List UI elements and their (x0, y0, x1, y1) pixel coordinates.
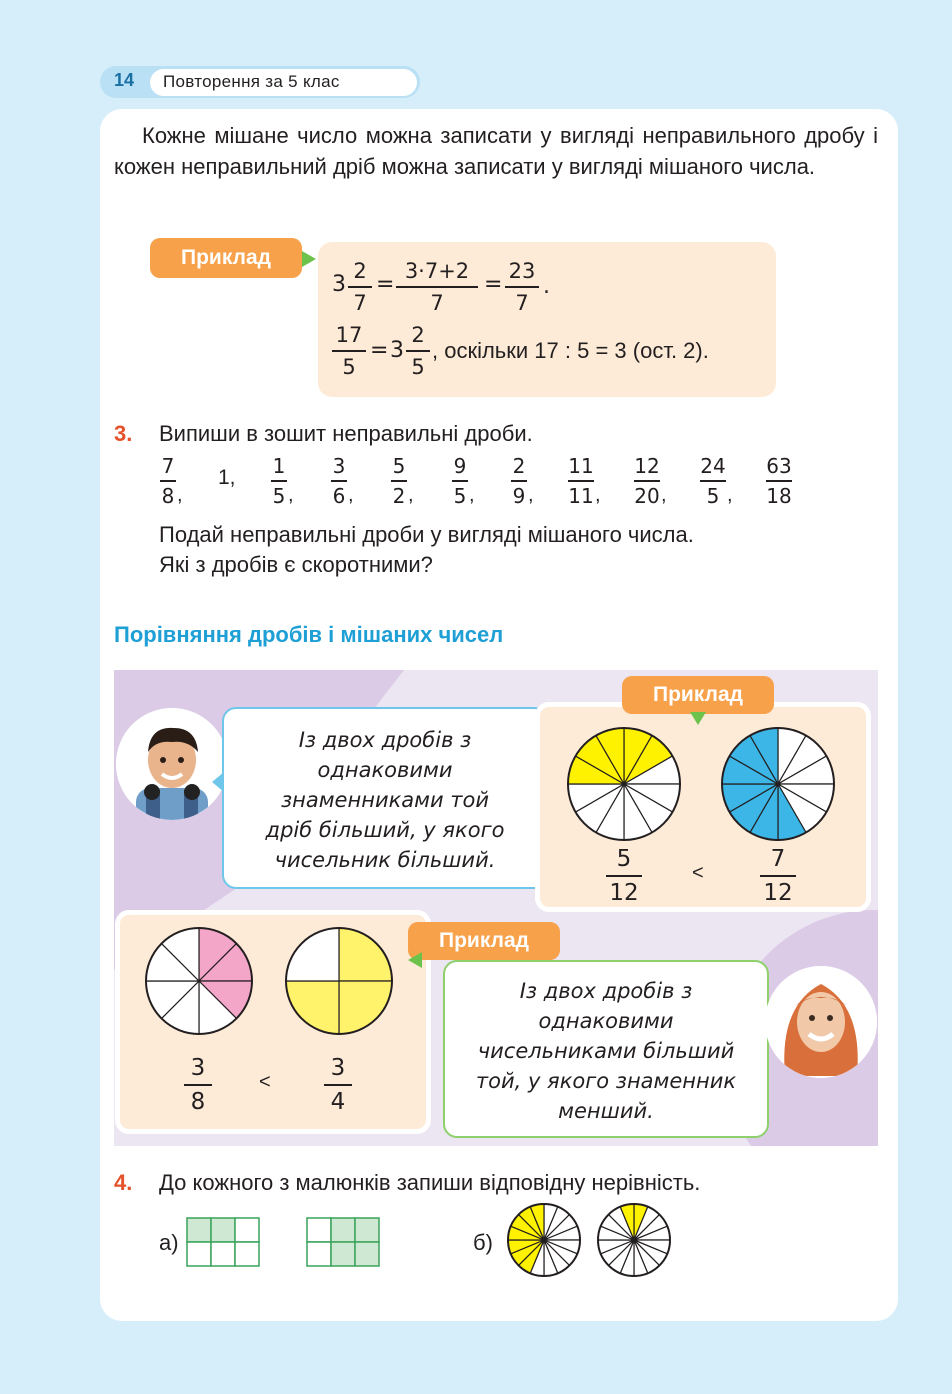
fraction-item (391, 454, 407, 508)
grid-cell (211, 1242, 235, 1266)
section-heading: Порівняння дробів і мішаних чисел (114, 622, 504, 647)
numerator: 5 (392, 454, 406, 478)
less-than-sign: < (259, 1071, 271, 1093)
rule-bubble-2 (443, 960, 769, 1138)
grid-cell (187, 1242, 211, 1266)
fraction-item (160, 454, 176, 508)
example-badge-1: Приклад (150, 238, 302, 278)
task3-instruction: Випиши в зошит неправильні дроби. (159, 421, 533, 446)
girl-avatar (765, 966, 877, 1078)
fraction-item (568, 454, 594, 508)
rule-text-1: Із двох дробів з однаковими знаменниками той дріб більший, у якого чисельник більший. (265, 728, 505, 872)
denominator: 18 (766, 483, 792, 508)
grid-cell (331, 1218, 355, 1242)
numerator: 9 (453, 454, 467, 478)
grid-cell (355, 1218, 379, 1242)
grid-cell (331, 1242, 355, 1266)
denominator: 9 (512, 483, 526, 508)
task-number-4: 4. (114, 1170, 133, 1195)
boy-illustration (116, 708, 228, 820)
numerator: 3·7+2 (404, 259, 470, 283)
task3-line2: Подай неправильні дроби у вигляді мішаного числа. (159, 522, 694, 547)
numerator: 12 (634, 454, 660, 478)
numerator: 1 (272, 454, 286, 478)
numerator: 23 (508, 259, 536, 283)
fraction-left-2 (184, 1054, 212, 1116)
denominator: 7 (430, 290, 444, 315)
fraction-right-2 (324, 1054, 352, 1116)
fraction-item (700, 454, 726, 508)
comma: , (727, 484, 733, 506)
example-badge-2: Приклад (622, 676, 774, 714)
task4-label-a: а) (159, 1230, 179, 1255)
grid-cell (355, 1242, 379, 1266)
denominator: 4 (330, 1088, 346, 1115)
numerator: 7 (161, 454, 175, 478)
denominator: 2 (392, 483, 406, 508)
numerator: 2 (353, 259, 367, 283)
whole-number-item: 1, (218, 466, 236, 489)
task3-line3: Які з дробів є скоротними? (159, 552, 433, 577)
fraction (406, 322, 430, 380)
section-title: Повторення за 5 клас (163, 72, 340, 91)
comma: , (595, 484, 601, 506)
numerator: 7 (770, 846, 786, 872)
numerator: 63 (766, 454, 792, 478)
equals-sign: = (376, 272, 395, 297)
denominator: 5 (706, 483, 720, 508)
denominator: 12 (609, 879, 639, 906)
comma: , (528, 484, 534, 506)
grid-cell (307, 1242, 331, 1266)
grid-three-sixths (305, 1216, 383, 1268)
mixed-whole: 3 (332, 272, 346, 297)
comma: , (408, 484, 414, 506)
equals-sign: = (484, 272, 503, 297)
fraction-right-1 (760, 845, 796, 907)
less-than-sign: < (692, 862, 704, 884)
task-number-3: 3. (114, 421, 133, 446)
denominator: 8 (190, 1088, 206, 1115)
task4-instruction: До кожного з малюнків запиши відповідну нерівність. (159, 1170, 701, 1195)
denominator: 5 (411, 354, 425, 379)
fraction-item (271, 454, 287, 508)
badge-pointer-2 (690, 712, 706, 725)
mixed-whole: 3 (390, 338, 404, 363)
fraction-item (634, 454, 660, 508)
comma: , (469, 484, 475, 506)
circle-three-quarters (284, 926, 394, 1036)
denominator: 11 (568, 483, 594, 508)
page-number: 14 (114, 70, 135, 90)
girl-illustration (765, 966, 877, 1078)
example-box-1 (318, 242, 776, 397)
numerator: 3 (190, 1055, 206, 1081)
fraction (505, 258, 539, 316)
example-explanation: , оскільки 17 : 5 = 3 (ост. 2). (432, 338, 709, 363)
circle-sixteenths-a (506, 1202, 582, 1278)
comma: , (177, 484, 183, 506)
grid-cell (235, 1242, 259, 1266)
fraction-item (511, 454, 527, 508)
fraction-left-1 (606, 845, 642, 907)
intro-text: Кожне мішане число можна записати у вигляді неправильного дробу і кожен неправильний дріб можна записати у вигляді мішаного числа. (114, 123, 878, 179)
rule-text-2: Із двох дробів з однаковими чисельниками більший той, у якого знаменник менший. (475, 979, 737, 1123)
denominator: 7 (353, 290, 367, 315)
circle-three-eighths (144, 926, 254, 1036)
circle-five-twelfths (566, 726, 682, 842)
denominator: 8 (161, 483, 175, 508)
numerator: 2 (411, 323, 425, 347)
comma: , (348, 484, 354, 506)
task4-label-b: б) (473, 1230, 493, 1255)
equals-sign: = (370, 338, 389, 363)
numerator: 5 (616, 846, 632, 872)
grid-two-sixths (185, 1216, 263, 1268)
grid-cell (307, 1218, 331, 1242)
denominator: 12 (763, 879, 793, 906)
fraction-item (766, 454, 792, 508)
denominator: 5 (342, 354, 356, 379)
comma: , (661, 484, 667, 506)
denominator: 5 (453, 483, 467, 508)
numerator: 2 (512, 454, 526, 478)
fraction-item (452, 454, 468, 508)
circle-sixteenths-b (596, 1202, 672, 1278)
fraction (332, 322, 366, 380)
badge-pointer-3 (408, 952, 422, 968)
numerator: 17 (335, 323, 363, 347)
grid-cell (211, 1218, 235, 1242)
numerator: 11 (568, 454, 594, 478)
boy-avatar (116, 708, 228, 820)
numerator: 24 (700, 454, 726, 478)
bubble-pointer-1 (212, 772, 224, 792)
rule-bubble-1 (222, 707, 548, 889)
circle-seven-twelfths (720, 726, 836, 842)
denominator: 5 (272, 483, 286, 508)
denominator: 6 (332, 483, 346, 508)
numerator: 3 (332, 454, 346, 478)
fraction-item (331, 454, 347, 508)
comma: , (288, 484, 294, 506)
fraction (396, 258, 478, 316)
grid-cell (235, 1218, 259, 1242)
badge-pointer-1 (302, 251, 316, 267)
denominator: 7 (515, 290, 529, 315)
period: . (543, 274, 550, 299)
intro-paragraph (114, 120, 878, 182)
fraction (348, 258, 372, 316)
example-badge-3: Приклад (408, 922, 560, 960)
denominator: 20 (634, 483, 660, 508)
numerator: 3 (330, 1055, 346, 1081)
grid-cell (187, 1218, 211, 1242)
